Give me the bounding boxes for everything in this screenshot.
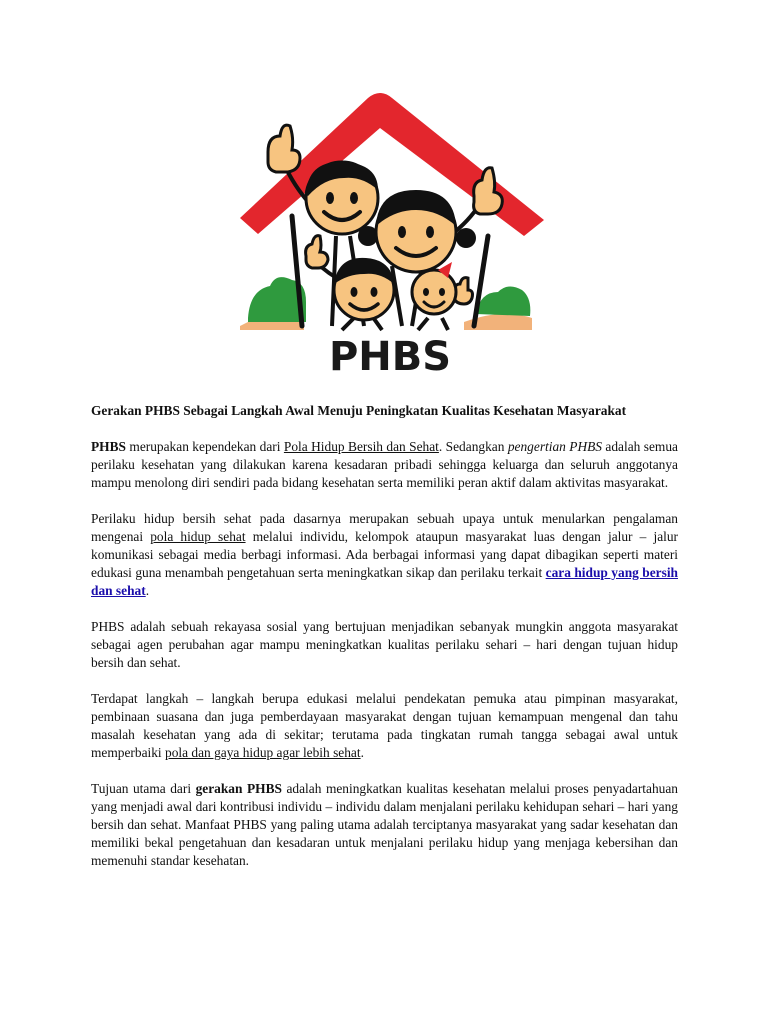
thumb-father — [268, 125, 300, 172]
paragraph-2 — [91, 510, 678, 600]
cara-hidup-bersih-link[interactable]: cara hidup yang bersih dan sehat — [91, 565, 678, 598]
family-house-illustration — [232, 86, 548, 376]
p1-text-b: . Sedangkan — [438, 439, 508, 454]
phbs-logo — [232, 86, 548, 376]
paragraph-3: PHBS adalah sebuah rekayasa sosial yang bertujuan menjadikan sebanyak mungkin anggota masyarakat sebagai agen perubahan agar mampu meningkatkan kualitas perilaku sehari – hari dengan tujuan hidup bersih dan sehat. — [91, 619, 678, 670]
article-title: Gerakan PHBS Sebagai Langkah Awal Menuju Peningkatan Kualitas Kesehatan Masyarakat — [91, 403, 627, 418]
father-face — [306, 162, 378, 234]
pola-gaya-hidup-link[interactable]: pola dan gaya hidup agar lebih sehat — [165, 745, 361, 760]
paragraph-4 — [91, 690, 678, 762]
pola-hidup-sehat-link[interactable]: pola hidup sehat — [150, 529, 246, 544]
phbs-term: PHBS — [91, 439, 126, 454]
p4-text-a: Terdapat langkah – langkah berupa edukasi melalui pendekatan pemuka atau pimpinan masyarakat, pembinaan suasana dan juga pemberdayaan masyarakat dengan tujuan kemampuan mengenal dan tahu masalah kesehatan yang ada di sekitar; terutama pada tingkatan rumah tangga sebagai awal untuk memperbaiki — [91, 691, 678, 760]
bush-right — [476, 286, 530, 316]
article-body — [91, 402, 678, 888]
p2-text-c: . — [145, 583, 150, 598]
pengertian-phbs: pengertian PHBS — [507, 439, 602, 454]
gerakan-phbs: gerakan PHBS — [195, 781, 282, 796]
thumb-child — [306, 236, 328, 268]
child-face — [334, 258, 394, 320]
p5-text-b: adalah meningkatkan kualitas kesehatan melalui proses penyadartahuan yang menjadi awal dari kontribusi individu – individu dalam menjalani perilaku kehidupan sehari – hari yang bersih dan sehat. Manfaat PHBS yang paling utama adalah terciptanya masyarakat yang sadar kesehatan dan memiliki bekal pengetahuan dan kesadaran untuk menjalani perilaku hidup yang menjaga kebersihan dan memenuhi standar kesehatan. — [91, 781, 678, 868]
p2-text-b: melalui individu, kelompok ataupun masyarakat luas dengan jalur – jalur komunikasi sebagai media berbagi informasi. Ada berbagai informasi yang dapat dibagikan seperti materi edukasi guna menambah pengetahuan serta meningkatkan sikap dan perilaku terkait — [91, 529, 679, 580]
paragraph-5 — [91, 780, 678, 870]
p2-text-a: Perilaku hidup bersih sehat pada dasarnya merupakan sebuah upaya untuk menularkan pengalaman mengenai — [91, 511, 678, 544]
p5-text-a: Tujuan utama dari — [91, 781, 196, 796]
logo-text: PHBS — [328, 334, 452, 376]
p1-text-c: adalah semua perilaku kesehatan yang dilakukan karena kesadaran pribadi sehingga keluarga dan seluruh anggotanya mampu menolong diri sendiri pada bidang kesehatan serta memiliki peran aktif dalam aktivitas masyarakat. — [91, 439, 678, 490]
p1-text-a: merupakan kependekan dari — [125, 439, 284, 454]
p4-text-b: . — [360, 745, 364, 760]
pola-hidup-bersih-link[interactable]: Pola Hidup Bersih dan Sehat — [283, 439, 439, 454]
paragraph-1 — [91, 438, 678, 492]
